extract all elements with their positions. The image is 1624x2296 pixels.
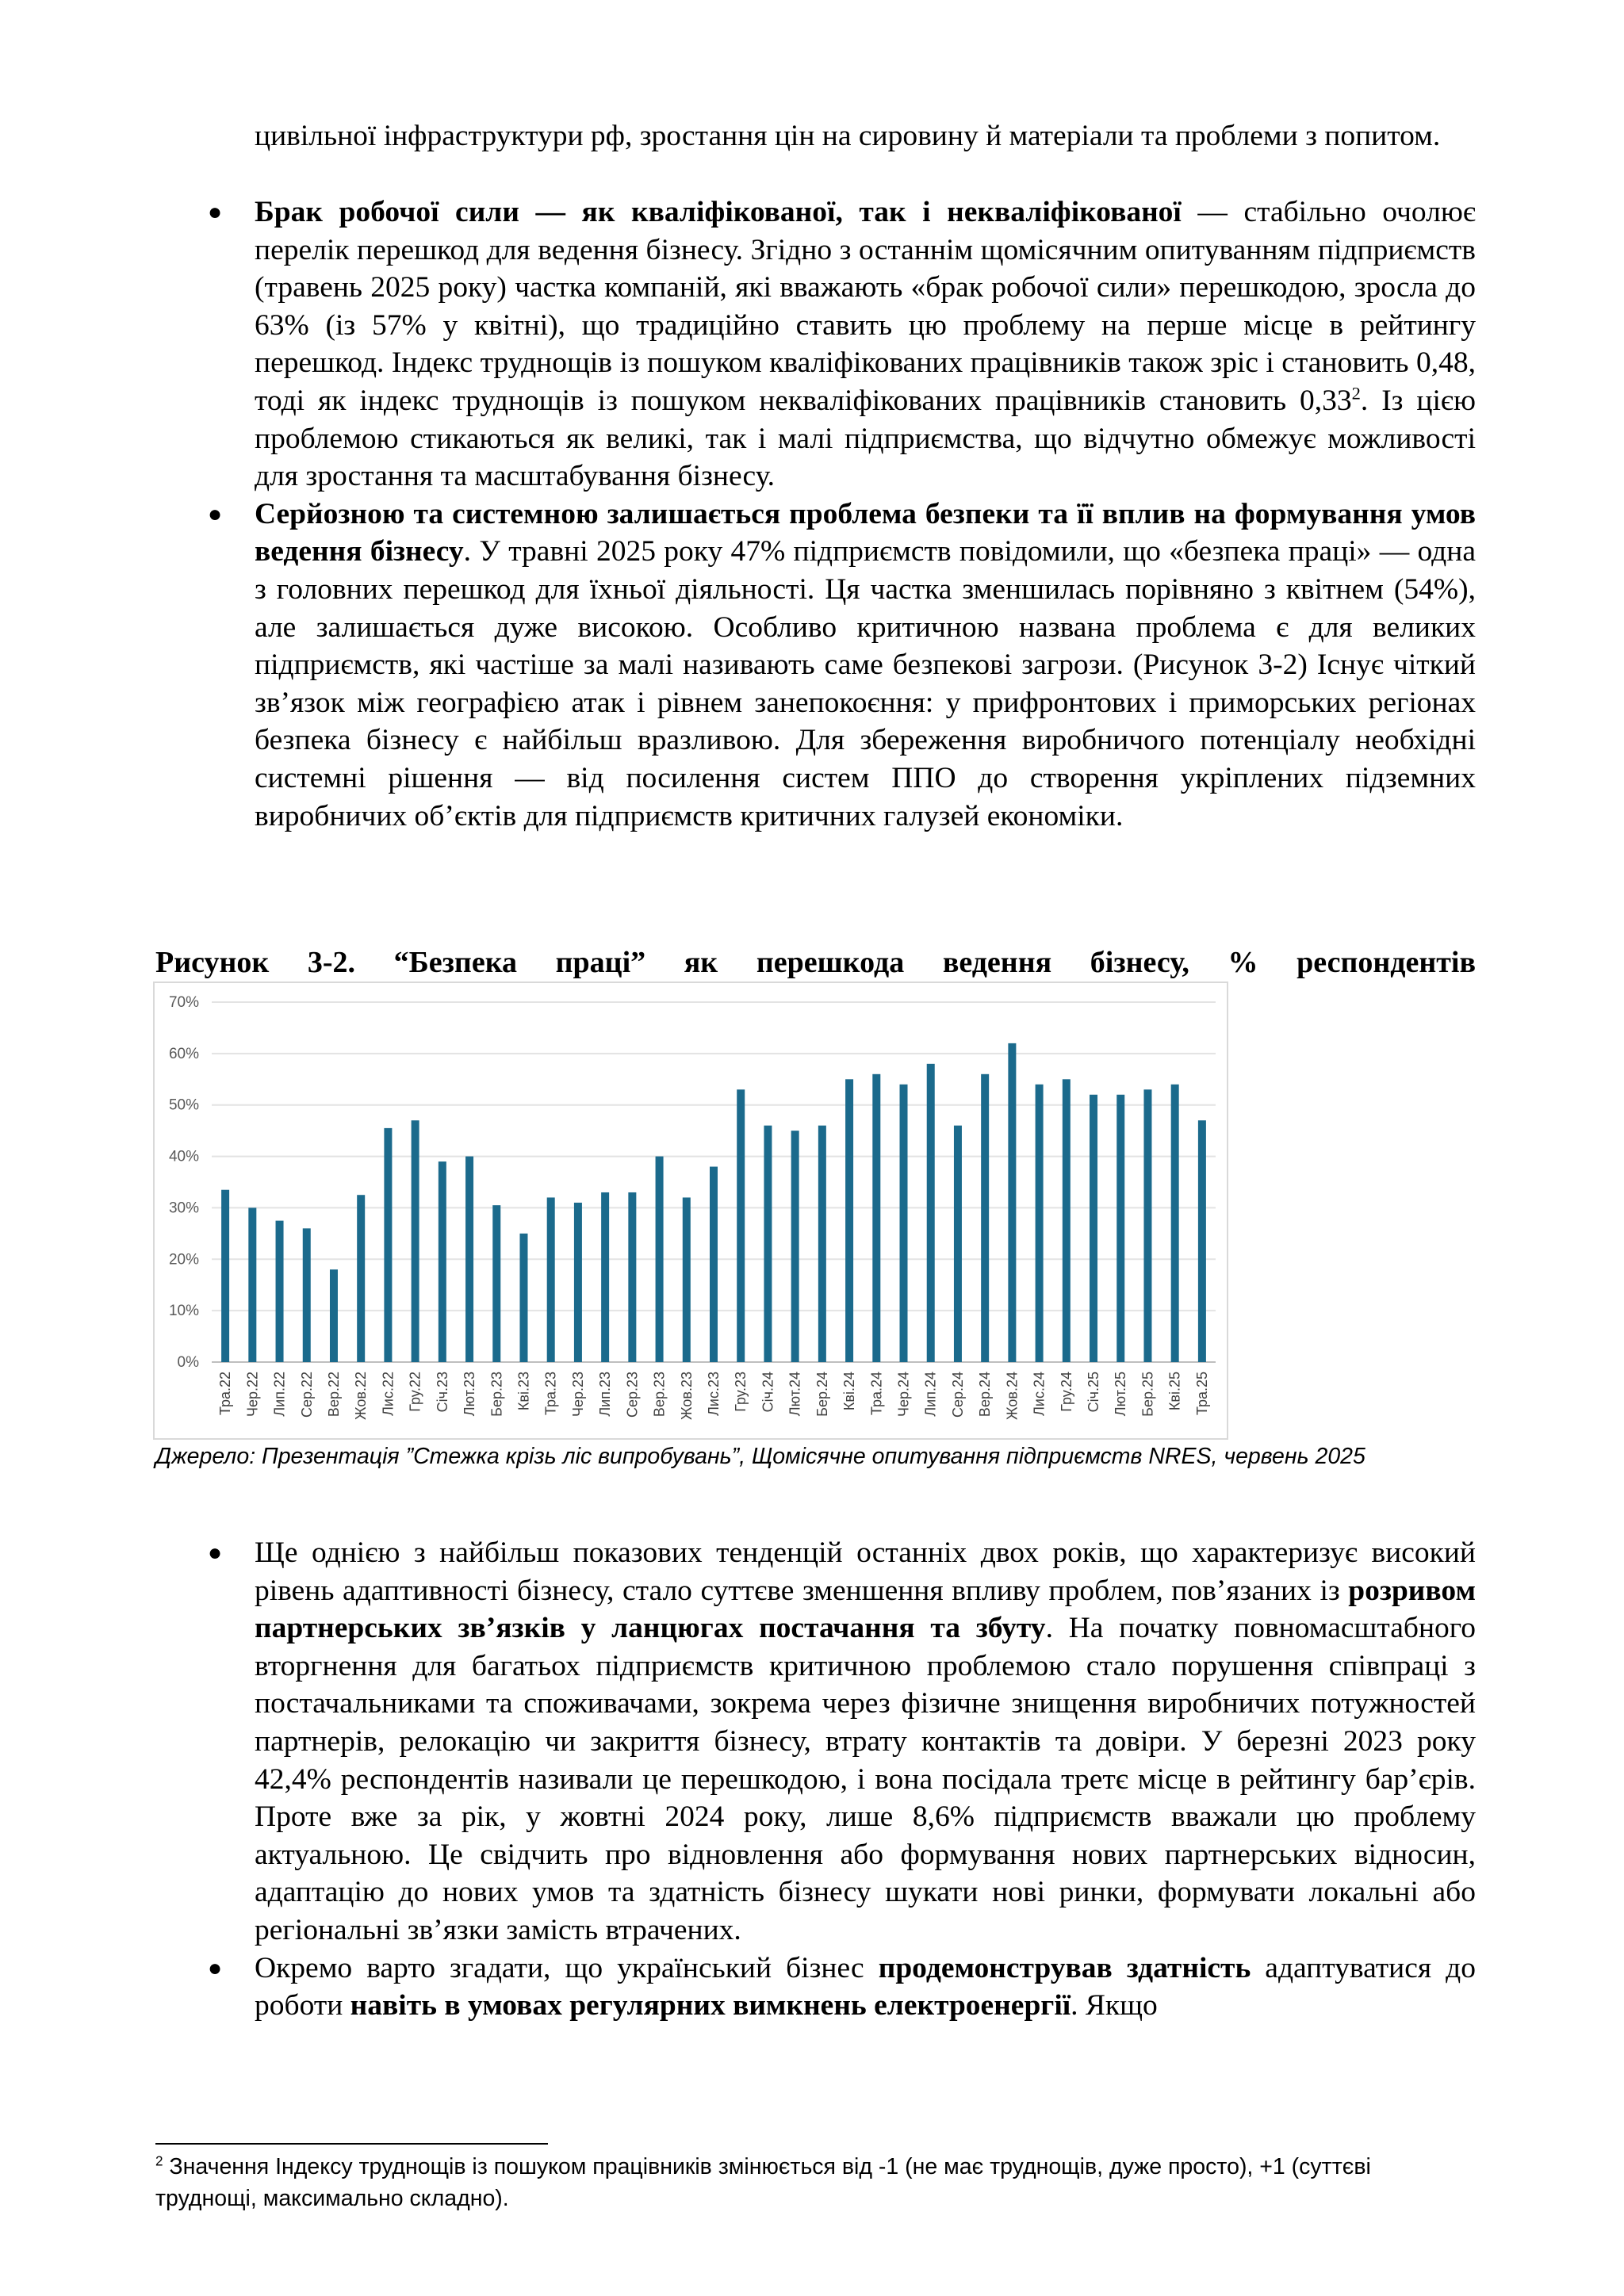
- bar: [1198, 1120, 1206, 1362]
- bullet-list-bottom: [0, 1534, 1624, 2025]
- x-tick-label: Тра.23: [542, 1372, 559, 1416]
- bullet-marker: ●: [208, 199, 223, 225]
- x-tick-label: Лют.23: [462, 1372, 478, 1417]
- bar: [791, 1131, 799, 1362]
- x-tick-label: Лип.23: [597, 1372, 614, 1417]
- y-tick-label: 20%: [168, 1251, 199, 1269]
- bar: [465, 1157, 473, 1362]
- x-tick-label: Лис.24: [1031, 1372, 1048, 1416]
- x-tick-label: Чер.24: [895, 1372, 912, 1418]
- bar: [737, 1089, 745, 1362]
- bullet-marker: ●: [208, 1954, 223, 1981]
- y-tick-label: 50%: [168, 1096, 199, 1114]
- footnote-mark: 2: [155, 2153, 163, 2169]
- bar: [845, 1079, 853, 1362]
- x-tick-label: Жов.22: [353, 1372, 370, 1421]
- bar: [927, 1064, 935, 1362]
- x-tick-label: Жов.24: [1004, 1372, 1021, 1421]
- bar: [601, 1192, 609, 1362]
- bar: [276, 1221, 284, 1362]
- intro-paragraph: [255, 117, 1476, 155]
- x-tick-label: Тра.22: [217, 1372, 234, 1416]
- x-tick-label: Вер.23: [651, 1372, 668, 1418]
- bullet-bold-text-2: навіть в умовах регулярних вимкнень електроенергії: [350, 1989, 1071, 2022]
- footnote-reference[interactable]: 2: [1351, 383, 1361, 404]
- footnote-text: Значення Індексу труднощів із пошуком працівників змінюється від -1 (не має труднощів, дуже просто), +1 (суттєві труднощі, максимально складно).: [155, 2154, 1371, 2211]
- bar: [1116, 1095, 1124, 1362]
- x-tick-label: Тра.25: [1193, 1372, 1210, 1416]
- x-tick-label: Тра.24: [868, 1372, 885, 1416]
- bar: [764, 1126, 772, 1362]
- x-tick-label: Бер.24: [814, 1372, 830, 1417]
- bar: [1063, 1079, 1071, 1362]
- x-tick-label: Лис.22: [380, 1372, 396, 1416]
- x-tick-label: Кві.23: [515, 1372, 532, 1411]
- y-tick-label: 60%: [168, 1045, 199, 1062]
- x-tick-label: Лют.24: [787, 1372, 803, 1417]
- bar: [628, 1192, 636, 1362]
- bar: [872, 1074, 880, 1362]
- x-tick-label: Сер.23: [624, 1372, 641, 1418]
- bar: [547, 1197, 555, 1362]
- x-tick-label: Гру.24: [1058, 1372, 1074, 1412]
- figure-title: Рисунок 3-2. “Безпека праці” як перешкода ведення бізнесу, % респондентів: [155, 946, 1476, 979]
- x-tick-label: Сер.22: [298, 1372, 315, 1418]
- bullet-text-continued: . Із цією проблемою стикаються як великі, так і малі підприємства, що відчутно обмежує можливості для зростання та масштабування бізнесу.: [255, 384, 1476, 493]
- footnote: [155, 2151, 1476, 2214]
- bullet-text: . У травні 2025 року 47% підприємств повідомили, що «безпека праці» — одна з головних перешкод для їхньої діяльності. Ця частка зменшилась порівняно з квітнем (54%), але залишається дуже високою. Особливо критичною названа проблема є для великих підприємств, які частіше за малі називають саме безпекові загрози. (Рисунок 3-2) Існує чіткий зв’язок між географією атак і рівнем занепокоєння: у прифронтових і приморських регіонах безпека бізнесу є найбільш вразливою. Для збереження виробничого потенціалу необхідні системні рішення — від посилення систем ППО до створення укріплених підземних виробничих об’єктів для підприємств критичних галузей економіки.: [255, 535, 1476, 832]
- bar: [492, 1205, 500, 1362]
- x-tick-label: Кві.25: [1166, 1372, 1183, 1411]
- bar: [683, 1197, 691, 1362]
- footnote-separator: [155, 2143, 548, 2145]
- bullet-bold-text: продемонстрував здатність: [878, 1951, 1251, 1984]
- x-tick-label: Лип.22: [271, 1372, 288, 1417]
- x-tick-label: Січ.24: [760, 1372, 776, 1413]
- chart-svg: [155, 983, 1227, 1438]
- bullet-bold-text: розривом партнерських зв’язків у ланцюгах постачання та збуту: [255, 1574, 1476, 1645]
- y-tick-label: 70%: [168, 994, 199, 1011]
- y-tick-label: 0%: [177, 1354, 199, 1371]
- bar: [818, 1126, 826, 1362]
- bar: [656, 1157, 664, 1362]
- bar-chart: [153, 982, 1228, 1440]
- bullet-text-continued: . На початку повномасштабного вторгнення для багатьох підприємств критичною проблемою стало порушення співпраці з постачальниками та споживачами, зокрема через фізичне знищення виробничих потужностей партнерів, релокацію чи закриття бізнесу, втрату контактів та довіри. У березні 2023 року 42,4% респондентів називали це перешкодою, і вона посідала третє місце в рейтингу бар’єрів. Проте вже за рік, у жовтні 2024 року, лише 8,6% підприємств вважали цю проблему актуальною. Це свідчить про відновлення або формування нових партнерських відносин, адаптацію до нових умов та здатність бізнесу шукати нові ринки, формувати локальні або регіональні зв’язки замість втрачених.: [255, 1612, 1476, 1946]
- bar: [1143, 1089, 1151, 1362]
- x-tick-label: Сер.24: [949, 1372, 966, 1418]
- x-tick-label: Лип.24: [922, 1372, 939, 1417]
- bullet-text-continued: адаптуватися до роботи: [255, 1951, 1476, 2022]
- y-tick-label: 10%: [168, 1303, 199, 1320]
- bar: [248, 1207, 256, 1362]
- y-tick-label: 30%: [168, 1200, 199, 1217]
- bullet-labor-shortage: [0, 193, 1476, 496]
- figure-source: Джерело: Презентація ”Стежка крізь ліс випробувань”, Щомісячне опитування підприємств NRES, червень 2025: [155, 1444, 1365, 1469]
- x-tick-label: Гру.22: [407, 1372, 423, 1412]
- bar: [900, 1085, 908, 1362]
- x-tick-label: Вер.22: [325, 1372, 342, 1418]
- x-tick-label: Січ.25: [1086, 1372, 1102, 1413]
- x-tick-label: Бер.23: [488, 1372, 505, 1417]
- bar: [1036, 1085, 1044, 1362]
- bar: [519, 1234, 527, 1362]
- bullet-electricity: [0, 1950, 1476, 2025]
- x-tick-label: Кві.24: [841, 1372, 858, 1411]
- x-tick-label: Січ.23: [434, 1372, 450, 1413]
- bar: [574, 1203, 582, 1362]
- intro-text: цивільної інфраструктури рф, зростання цін на сировину й матеріали та проблеми з попитом.: [255, 120, 1441, 152]
- bar: [384, 1128, 392, 1362]
- bar: [710, 1167, 718, 1362]
- x-tick-label: Чер.22: [244, 1372, 261, 1418]
- x-tick-label: Гру.23: [733, 1372, 749, 1412]
- x-tick-label: Чер.23: [569, 1372, 586, 1418]
- y-tick-label: 40%: [168, 1148, 199, 1165]
- bar: [330, 1269, 338, 1362]
- bullet-text: Ще однією з найбільш показових тенденцій останніх двох років, що характеризує високий рівень адаптивності бізнесу, стало суттєве зменшення впливу проблем, пов’язаних із: [255, 1536, 1476, 1607]
- bullet-bold-text: Серйозною та системною залишається проблема безпеки та її вплив на формування умов ведення бізнесу: [255, 497, 1476, 568]
- x-tick-label: Лют.25: [1113, 1372, 1129, 1417]
- bullet-supply-chain: [0, 1534, 1476, 1950]
- bar: [1171, 1085, 1179, 1362]
- bar: [439, 1161, 446, 1362]
- x-tick-label: Лис.23: [706, 1372, 722, 1416]
- bullet-text-end: . Якщо: [1071, 1989, 1158, 2022]
- bar: [1090, 1095, 1097, 1362]
- bullet-list-top: [0, 193, 1624, 835]
- bullet-security: [0, 496, 1476, 835]
- x-tick-label: Бер.25: [1139, 1372, 1156, 1417]
- bullet-text: Окремо варто згадати, що український бізнес: [255, 1951, 879, 1984]
- x-tick-label: Вер.24: [977, 1372, 994, 1418]
- bullet-marker: ●: [208, 500, 223, 527]
- bullet-bold-text: Брак робочої сили — як кваліфікованої, так і некваліфікованої: [255, 196, 1182, 228]
- bar: [1008, 1043, 1016, 1362]
- x-tick-label: Жов.23: [678, 1372, 695, 1421]
- bar: [303, 1228, 311, 1362]
- bullet-marker: ●: [208, 1540, 223, 1566]
- bar: [981, 1074, 989, 1362]
- bullet-text: — стабільно очолює перелік перешкод для ведення бізнесу. Згідно з останнім щомісячним опитуванням підприємств (травень 2025 року) частка компаній, які вважають «брак робочої сили» перешкодою, зросла до 63% (із 57% у квітні), що традиційно ставить цю проблему на перше місце в рейтингу перешкод. Індекс труднощів із пошуком кваліфікованих працівників також зріс і становить 0,48, тоді як індекс труднощів із пошуком некваліфікованих працівників становить 0,33: [255, 196, 1476, 417]
- bar: [412, 1120, 419, 1362]
- bar: [221, 1190, 229, 1362]
- bar: [954, 1126, 962, 1362]
- bar: [357, 1195, 365, 1362]
